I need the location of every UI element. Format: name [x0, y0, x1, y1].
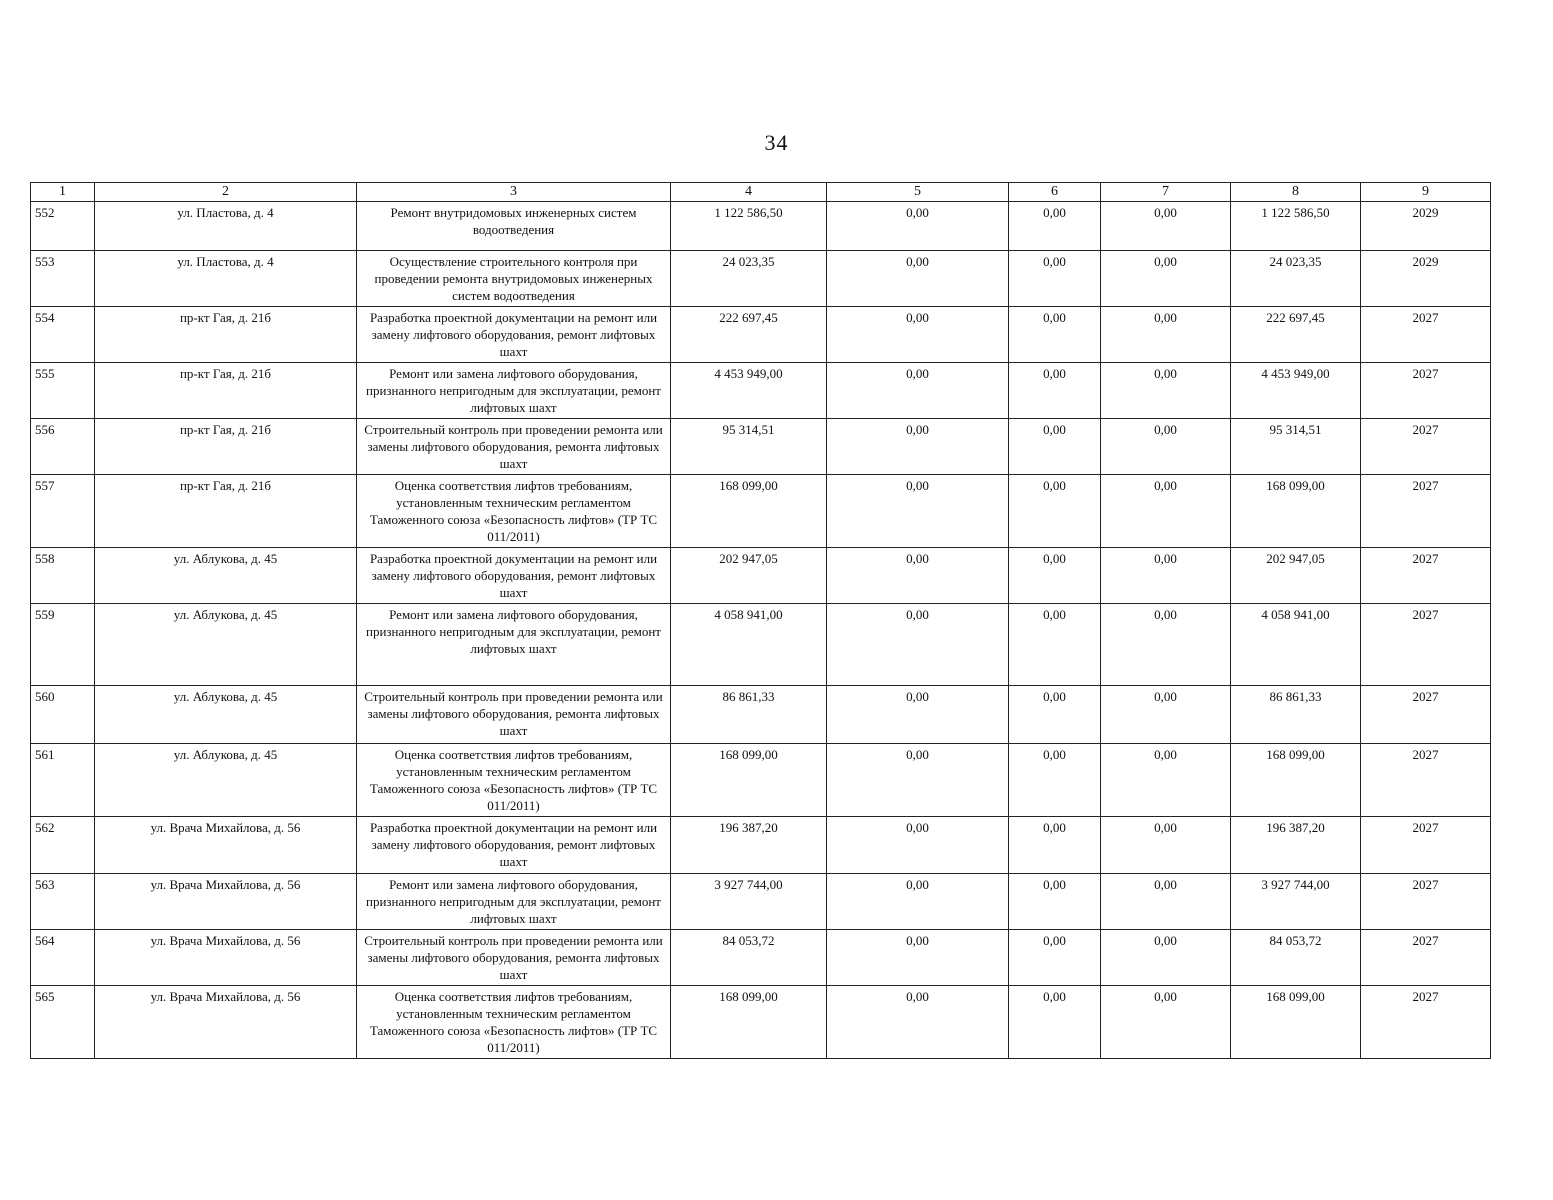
- cell-address: ул. Врача Михайлова, д. 56: [95, 817, 357, 874]
- cell-column-6: 0,00: [1009, 363, 1101, 419]
- cell-row-number: 563: [31, 874, 95, 930]
- table-row: [31, 251, 1491, 307]
- column-header: 2: [95, 183, 357, 202]
- cell-column-4: 95 314,51: [671, 419, 827, 475]
- column-header: 3: [357, 183, 671, 202]
- cell-row-number: 562: [31, 817, 95, 874]
- cell-row-number: 560: [31, 686, 95, 744]
- cell-year: 2027: [1361, 817, 1491, 874]
- cell-address: ул. Аблукова, д. 45: [95, 744, 357, 817]
- cell-row-number: 557: [31, 475, 95, 548]
- cell-column-6: 0,00: [1009, 930, 1101, 986]
- page-number: 34: [764, 130, 789, 155]
- cell-column-8: 222 697,45: [1231, 307, 1361, 363]
- cell-address: ул. Пластова, д. 4: [95, 202, 357, 251]
- cell-column-4: 168 099,00: [671, 475, 827, 548]
- cell-work-type: Разработка проектной документации на ремонт или замену лифтового оборудования, ремонт лифтовых шахт: [357, 548, 671, 604]
- cell-column-8: 84 053,72: [1231, 930, 1361, 986]
- cell-column-4: 196 387,20: [671, 817, 827, 874]
- cell-address: пр-кт Гая, д. 21б: [95, 363, 357, 419]
- cell-column-5: 0,00: [827, 363, 1009, 419]
- cell-address: пр-кт Гая, д. 21б: [95, 475, 357, 548]
- cell-column-4: 86 861,33: [671, 686, 827, 744]
- cell-column-4: 222 697,45: [671, 307, 827, 363]
- cell-column-8: 196 387,20: [1231, 817, 1361, 874]
- cell-work-type: Оценка соответствия лифтов требованиям, установленным техническим регламентом Таможенного союза «Безопасность лифтов» (ТР ТС 011/2011): [357, 744, 671, 817]
- cell-row-number: 561: [31, 744, 95, 817]
- cell-column-6: 0,00: [1009, 251, 1101, 307]
- column-header: 5: [827, 183, 1009, 202]
- cell-column-8: 168 099,00: [1231, 475, 1361, 548]
- table-row: [31, 475, 1491, 548]
- cell-address: ул. Аблукова, д. 45: [95, 548, 357, 604]
- cell-column-8: 24 023,35: [1231, 251, 1361, 307]
- header-row: [31, 183, 1491, 202]
- cell-column-5: 0,00: [827, 307, 1009, 363]
- table-row: [31, 874, 1491, 930]
- cell-column-6: 0,00: [1009, 686, 1101, 744]
- cell-work-type: Разработка проектной документации на ремонт или замену лифтового оборудования, ремонт лифтовых шахт: [357, 817, 671, 874]
- cell-row-number: 565: [31, 986, 95, 1059]
- cell-column-8: 95 314,51: [1231, 419, 1361, 475]
- cell-column-6: 0,00: [1009, 604, 1101, 686]
- cell-column-7: 0,00: [1101, 307, 1231, 363]
- cell-column-7: 0,00: [1101, 548, 1231, 604]
- cell-year: 2027: [1361, 475, 1491, 548]
- cell-work-type: Строительный контроль при проведении ремонта или замены лифтового оборудования, ремонта лифтовых шахт: [357, 686, 671, 744]
- cell-work-type: Строительный контроль при проведении ремонта или замены лифтового оборудования, ремонта лифтовых шахт: [357, 419, 671, 475]
- cell-year: 2029: [1361, 251, 1491, 307]
- table-row: [31, 986, 1491, 1059]
- cell-column-5: 0,00: [827, 986, 1009, 1059]
- cell-address: ул. Аблукова, д. 45: [95, 604, 357, 686]
- cell-work-type: Оценка соответствия лифтов требованиям, установленным техническим регламентом Таможенного союза «Безопасность лифтов» (ТР ТС 011/2011): [357, 475, 671, 548]
- cell-column-8: 1 122 586,50: [1231, 202, 1361, 251]
- cell-column-4: 84 053,72: [671, 930, 827, 986]
- cell-column-8: 168 099,00: [1231, 744, 1361, 817]
- column-header: 1: [31, 183, 95, 202]
- cell-year: 2027: [1361, 363, 1491, 419]
- cell-column-7: 0,00: [1101, 604, 1231, 686]
- cell-column-5: 0,00: [827, 251, 1009, 307]
- cell-row-number: 553: [31, 251, 95, 307]
- table-row: [31, 363, 1491, 419]
- cell-column-6: 0,00: [1009, 202, 1101, 251]
- cell-row-number: 564: [31, 930, 95, 986]
- table-row: [31, 817, 1491, 874]
- repair-register-table: [30, 182, 1491, 1059]
- table-row: [31, 930, 1491, 986]
- cell-column-6: 0,00: [1009, 475, 1101, 548]
- cell-address: ул. Врача Михайлова, д. 56: [95, 986, 357, 1059]
- cell-work-type: Разработка проектной документации на ремонт или замену лифтового оборудования, ремонт лифтовых шахт: [357, 307, 671, 363]
- table-row: [31, 604, 1491, 686]
- cell-address: ул. Врача Михайлова, д. 56: [95, 930, 357, 986]
- cell-column-4: 4 058 941,00: [671, 604, 827, 686]
- cell-year: 2027: [1361, 604, 1491, 686]
- cell-address: ул. Пластова, д. 4: [95, 251, 357, 307]
- cell-column-7: 0,00: [1101, 986, 1231, 1059]
- cell-row-number: 558: [31, 548, 95, 604]
- cell-row-number: 559: [31, 604, 95, 686]
- cell-work-type: Осуществление строительного контроля при проведении ремонта внутридомовых инженерных систем водоотведения: [357, 251, 671, 307]
- cell-address: ул. Аблукова, д. 45: [95, 686, 357, 744]
- cell-column-4: 168 099,00: [671, 986, 827, 1059]
- cell-column-8: 4 058 941,00: [1231, 604, 1361, 686]
- cell-column-8: 4 453 949,00: [1231, 363, 1361, 419]
- cell-work-type: Ремонт или замена лифтового оборудования, признанного непригодным для эксплуатации, ремонт лифтовых шахт: [357, 874, 671, 930]
- table-row: [31, 548, 1491, 604]
- cell-year: 2027: [1361, 930, 1491, 986]
- cell-column-5: 0,00: [827, 419, 1009, 475]
- column-header: 7: [1101, 183, 1231, 202]
- cell-column-5: 0,00: [827, 475, 1009, 548]
- cell-column-5: 0,00: [827, 548, 1009, 604]
- cell-row-number: 555: [31, 363, 95, 419]
- cell-column-8: 3 927 744,00: [1231, 874, 1361, 930]
- cell-column-7: 0,00: [1101, 363, 1231, 419]
- cell-column-6: 0,00: [1009, 419, 1101, 475]
- cell-work-type: Оценка соответствия лифтов требованиям, установленным техническим регламентом Таможенного союза «Безопасность лифтов» (ТР ТС 011/2011): [357, 986, 671, 1059]
- cell-address: ул. Врача Михайлова, д. 56: [95, 874, 357, 930]
- cell-row-number: 552: [31, 202, 95, 251]
- cell-year: 2027: [1361, 744, 1491, 817]
- cell-column-7: 0,00: [1101, 419, 1231, 475]
- cell-address: пр-кт Гая, д. 21б: [95, 419, 357, 475]
- cell-year: 2027: [1361, 548, 1491, 604]
- cell-year: 2027: [1361, 874, 1491, 930]
- table-row: [31, 202, 1491, 251]
- cell-column-7: 0,00: [1101, 251, 1231, 307]
- cell-address: пр-кт Гая, д. 21б: [95, 307, 357, 363]
- table-row: [31, 419, 1491, 475]
- cell-column-7: 0,00: [1101, 930, 1231, 986]
- cell-column-8: 202 947,05: [1231, 548, 1361, 604]
- cell-year: 2027: [1361, 686, 1491, 744]
- cell-column-4: 168 099,00: [671, 744, 827, 817]
- cell-column-7: 0,00: [1101, 475, 1231, 548]
- cell-column-6: 0,00: [1009, 986, 1101, 1059]
- cell-column-6: 0,00: [1009, 874, 1101, 930]
- column-header: 4: [671, 183, 827, 202]
- cell-year: 2027: [1361, 307, 1491, 363]
- cell-row-number: 556: [31, 419, 95, 475]
- cell-column-5: 0,00: [827, 686, 1009, 744]
- cell-column-5: 0,00: [827, 744, 1009, 817]
- cell-column-4: 3 927 744,00: [671, 874, 827, 930]
- cell-work-type: Строительный контроль при проведении ремонта или замены лифтового оборудования, ремонта лифтовых шахт: [357, 930, 671, 986]
- cell-year: 2027: [1361, 419, 1491, 475]
- cell-column-5: 0,00: [827, 874, 1009, 930]
- cell-column-8: 168 099,00: [1231, 986, 1361, 1059]
- cell-work-type: Ремонт или замена лифтового оборудования, признанного непригодным для эксплуатации, ремонт лифтовых шахт: [357, 363, 671, 419]
- cell-column-4: 1 122 586,50: [671, 202, 827, 251]
- cell-column-5: 0,00: [827, 202, 1009, 251]
- column-header: 8: [1231, 183, 1361, 202]
- column-header: 9: [1361, 183, 1491, 202]
- cell-work-type: Ремонт или замена лифтового оборудования, признанного непригодным для эксплуатации, ремонт лифтовых шахт: [357, 604, 671, 686]
- cell-column-7: 0,00: [1101, 686, 1231, 744]
- table-row: [31, 744, 1491, 817]
- cell-work-type: Ремонт внутридомовых инженерных систем водоотведения: [357, 202, 671, 251]
- cell-column-4: 24 023,35: [671, 251, 827, 307]
- cell-column-6: 0,00: [1009, 817, 1101, 874]
- table-row: [31, 686, 1491, 744]
- cell-year: 2029: [1361, 202, 1491, 251]
- cell-column-7: 0,00: [1101, 817, 1231, 874]
- cell-column-7: 0,00: [1101, 202, 1231, 251]
- cell-column-8: 86 861,33: [1231, 686, 1361, 744]
- cell-column-6: 0,00: [1009, 744, 1101, 817]
- cell-column-5: 0,00: [827, 817, 1009, 874]
- table-body: [31, 202, 1491, 1059]
- cell-column-6: 0,00: [1009, 548, 1101, 604]
- cell-row-number: 554: [31, 307, 95, 363]
- table-row: [31, 307, 1491, 363]
- cell-column-5: 0,00: [827, 604, 1009, 686]
- cell-column-7: 0,00: [1101, 874, 1231, 930]
- cell-column-5: 0,00: [827, 930, 1009, 986]
- cell-column-4: 202 947,05: [671, 548, 827, 604]
- cell-column-4: 4 453 949,00: [671, 363, 827, 419]
- cell-column-7: 0,00: [1101, 744, 1231, 817]
- column-header: 6: [1009, 183, 1101, 202]
- cell-year: 2027: [1361, 986, 1491, 1059]
- cell-column-6: 0,00: [1009, 307, 1101, 363]
